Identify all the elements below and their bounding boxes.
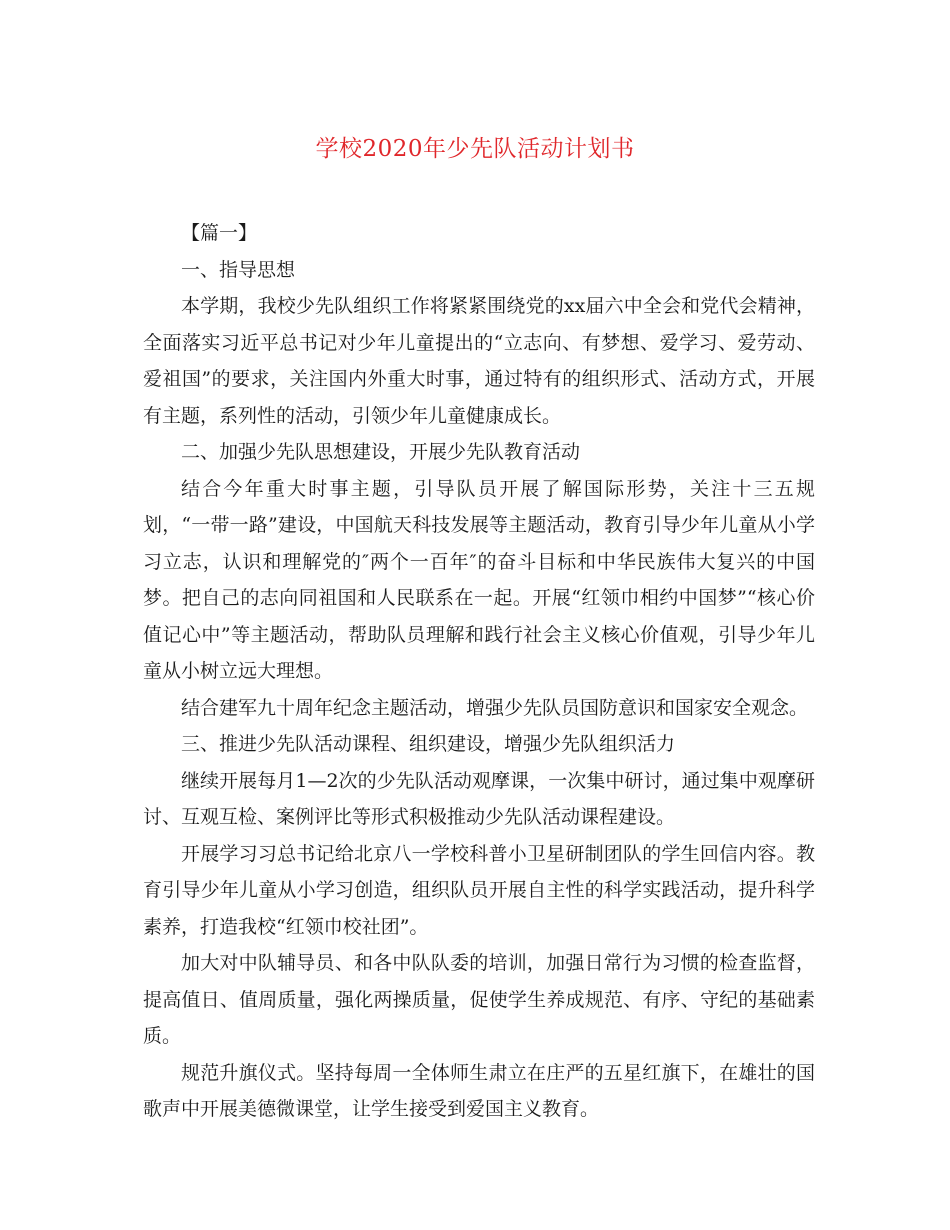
paragraph-army-anniversary: 结合建军九十周年纪念主题活动，增强少先队员国防意识和国家安全观念。 <box>181 696 809 719</box>
heading-activity-courses: 三、推进少先队活动课程、组织建设，增强少先队组织活力 <box>181 733 676 755</box>
paragraph-counselor-training: 加大对中队辅导员、和各中队队委的培训，加强日常行为习惯的检查监督，提高值日、值周质量，强化两操质量，促使学生养成规范、有序、守纪的基础素质。 <box>143 952 815 1047</box>
paragraph-guiding-ideology: 本学期，我校少先队组织工作将紧紧围绕党的xx届六中全会和党代会精神，全面落实习近平总书记对少年儿童提出的“立志向、有梦想、爱学习、爱劳动、爱祖国”的要求，关注国内外重大时事，通过特有的组织形式、活动方式，开展有主题，系列性的活动，引领少年儿童健康成长。 <box>143 295 815 427</box>
paragraph-observation-classes: 继续开展每月1—2次的少先队活动观摩课，一次集中研讨，通过集中观摩研讨、互观互检、案例评比等形式积极推动少先队活动课程建设。 <box>143 769 815 828</box>
heading-guiding-ideology: 一、指导思想 <box>181 258 296 281</box>
paragraph-current-events-activities: 结合今年重大时事主题，引导队员开展了解国际形势，关注十三五规划，“一带一路”建设，中国航天科技发展等主题活动，教育引导少年儿童从小学习立志，认识和理解党的″两个一百年″的奋斗目标和中华民族伟大复兴的中国梦。把自己的志向同祖国和人民联系在一起。开展“红领巾相约中国梦”“核心价值记心中”等主题活动，帮助队员理解和践行社会主义核心价值观，引导少年儿童从小树立远大理想。 <box>143 477 815 682</box>
document-title: 学校2020年少先队活动计划书 <box>315 136 635 162</box>
document-body <box>143 215 815 1128</box>
heading-ideological-building: 二、加强少先队思想建设，开展少先队教育活动 <box>181 441 581 463</box>
paragraph-flag-ceremony: 规范升旗仪式。坚持每周一全体师生肃立在庄严的五星红旗下，在雄壮的国歌声中开展美德微课堂，让学生接受到爱国主义教育。 <box>143 1061 815 1120</box>
section-heading-part-one: 【篇一】 <box>181 222 258 244</box>
paragraph-science-practice: 开展学习习总书记给北京八一学校科普小卫星研制团队的学生回信内容。教育引导少年儿童从小学习创造，组织队员开展自主性的科学实践活动，提升科学素养，打造我校“红领巾校社团”。 <box>143 842 815 938</box>
